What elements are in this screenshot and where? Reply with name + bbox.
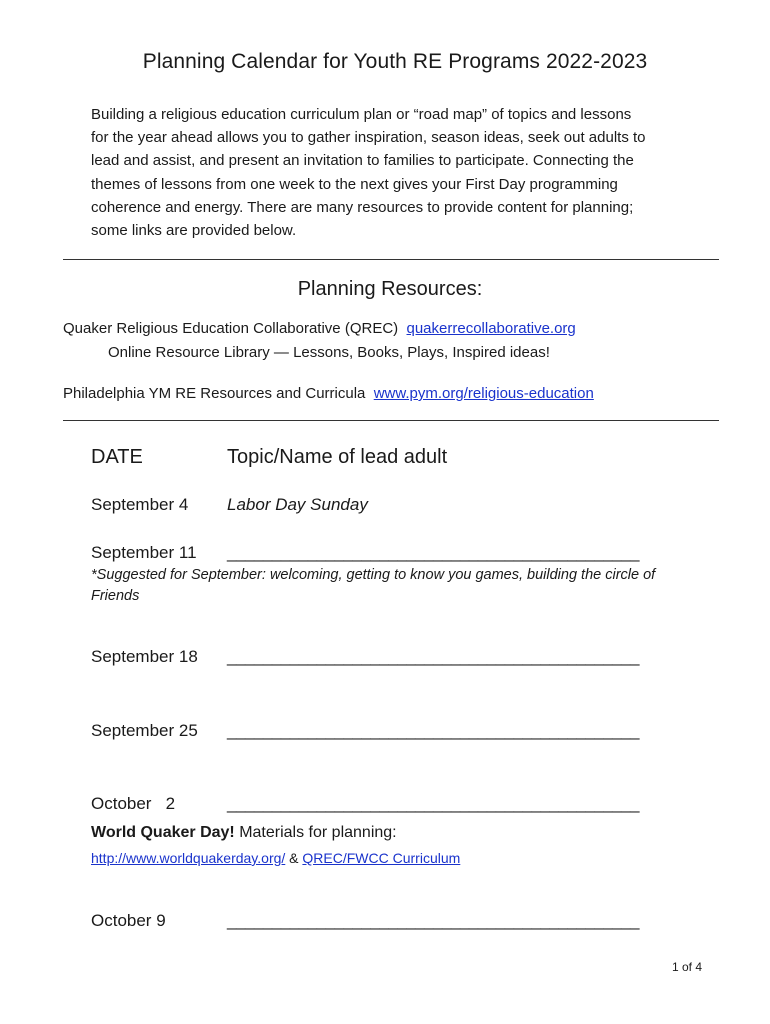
topic-blank-line[interactable]: ______________________________________________	[227, 721, 639, 740]
qrec-line	[63, 320, 576, 337]
qrec-link[interactable]: quakerrecollaborative.org	[406, 320, 576, 337]
page-title: Planning Calendar for Youth RE Programs 2022-2023	[142, 50, 648, 73]
qrec-fwcc-link[interactable]: QREC/FWCC Curriculum	[302, 850, 461, 866]
intro-line: some links are provided below.	[91, 222, 297, 240]
world-quaker-day-text: Materials for planning:	[234, 824, 397, 841]
topic-blank-line[interactable]: ______________________________________________	[227, 911, 639, 930]
pym-label: Philadelphia YM RE Resources and Curricula	[63, 385, 366, 402]
date-cell: September 11	[91, 543, 197, 562]
note-line: Friends	[91, 588, 140, 604]
topic-cell: Labor Day Sunday	[227, 495, 368, 514]
date-cell: September 18	[91, 647, 198, 666]
note-line: *Suggested for September: welcoming, getting to know you games, building the circle of	[91, 567, 656, 583]
date-cell: October 9	[91, 911, 166, 930]
world-quaker-day-title: World Quaker Day!	[91, 824, 235, 841]
worldquakerday-link[interactable]: http://www.worldquakerday.org/	[91, 850, 286, 866]
intro-line: coherence and energy. There are many resources to provide content for planning;	[91, 198, 634, 216]
date-cell: October 2	[91, 794, 176, 813]
column-header-date: DATE	[91, 446, 143, 468]
intro-paragraph	[91, 103, 711, 242]
world-quaker-day-line	[91, 824, 397, 842]
column-header-topic: Topic/Name of lead adult	[227, 446, 448, 468]
topic-blank-line[interactable]: ______________________________________________	[227, 543, 639, 562]
intro-line: for the year ahead allows you to gather inspiration, season ideas, seek out adults to	[91, 129, 646, 147]
resources-heading: Planning Resources:	[297, 278, 483, 300]
divider	[63, 259, 719, 260]
intro-line: lead and assist, and present an invitation to families to participate. Connecting the	[91, 152, 634, 170]
qrec-sub: Online Resource Library — Lessons, Books, Plays, Inspired ideas!	[108, 344, 550, 361]
date-cell: September 25	[91, 721, 198, 740]
ampersand: &	[285, 850, 303, 866]
september-note	[91, 565, 711, 607]
topic-blank-line[interactable]: ______________________________________________	[227, 647, 639, 666]
intro-line: Building a religious education curriculum plan or “road map” of topics and lessons	[91, 106, 632, 123]
page-number: 1 of 4	[671, 960, 702, 974]
pym-link[interactable]: www.pym.org/religious-education	[373, 385, 594, 402]
pym-line	[63, 385, 594, 402]
intro-line: themes of lessons from one week to the next gives your First Day programming	[91, 175, 618, 193]
qrec-label: Quaker Religious Education Collaborative (QREC)	[63, 320, 399, 337]
divider	[63, 420, 719, 421]
topic-blank-line[interactable]: ______________________________________________	[227, 794, 639, 813]
date-cell: September 4	[91, 495, 189, 514]
world-quaker-day-links	[91, 850, 460, 866]
